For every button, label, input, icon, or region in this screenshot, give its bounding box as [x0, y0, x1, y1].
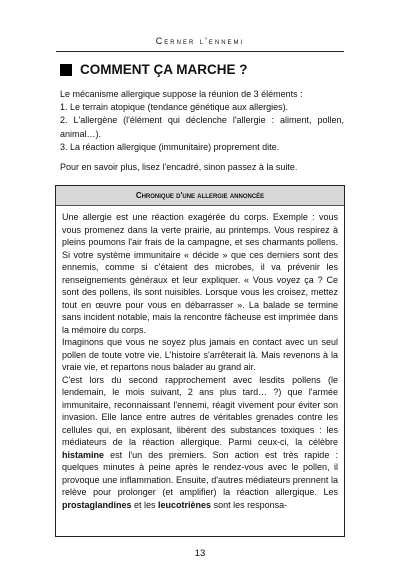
section-title: COMMENT ÇA MARCHE ?	[80, 62, 248, 77]
box-paragraph-3: C'est lors du second rapprochement avec lesdits pollens (le lendemain, le mois suivant, 2 ans plus tard… ?) que l'armée immunitaire, reconnaissant l'ennemi, réagit vivement pour éviter son invasion. Elle lance entre autres de véritables grenades contre les cellules qui, en explosant, libèrent des substances toxiques : les médiateurs de la réaction allergique. Parmi ceux-ci, la célèbre histamine est l'un des premiers. Son action est très rapide : quelques minutes à peine après le rendez-vous avec le pollen, il provoque une inflammation. Ensuite, d'autres médiateurs prennent la relève pour prolonger (et amplifier) la réaction allergique. Les prostaglandines et les leucotriènes sont les responsa-	[62, 374, 338, 510]
box-paragraph-1: Une allergie est une réaction exagérée du corps. Exemple : vous vous promenez dans la verte prairie, au printemps. Vous respirez à pleins poumons l'air frais de la campagne, et ses charmants pollens. Si votre système immunitaire « décide » que ces derniers sont des ennemis, comme si c'étaient des microbes, il va prévenir les renseignements généraux et leur expliquer. « Vous voyez ça ? Ce sont des pollens, ils sont nuisibles. Lorsque vous les croisez, mettez tout en œuvre pour vous en débarrasser ». La balade se termine sans incident notable, mais la rencontre fâcheuse est imprimée dans la mémoire du corps.	[62, 212, 338, 335]
intro-item-3: 3. La réaction allergique (immunitaire) proprement dite.	[60, 141, 280, 152]
box-title: Chronique d'une allergie annoncée	[135, 191, 265, 200]
sidebar-box	[55, 185, 345, 537]
section-heading	[60, 62, 350, 77]
header-rule	[56, 51, 344, 52]
page-number: 13	[194, 548, 206, 559]
intro-block	[60, 88, 344, 154]
reading-note: Pour en savoir plus, lisez l'encadré, sinon passez à la suite.	[60, 162, 298, 172]
intro-item-1: 1. Le terrain atopique (tendance génétique aux allergies).	[60, 102, 289, 113]
intro-lead: Le mécanisme allergique suppose la réunion de 3 éléments :	[60, 89, 303, 99]
black-square-icon	[60, 64, 72, 76]
running-header: Cerner l'ennemi	[155, 36, 245, 46]
box-title-bar	[56, 186, 344, 206]
box-paragraph-2: Imaginons que vous ne soyez plus jamais en contact avec un seul pollen de toute votre vie. L'histoire s'arrêterait là. Mais revenons à la vraie vie, et repartons nous balader au grand air.	[62, 337, 338, 372]
box-body	[56, 206, 344, 511]
intro-item-2: 2. L'allergène (l'élément qui déclenche l'allergie : aliment, pollen, animal…).	[60, 115, 344, 139]
